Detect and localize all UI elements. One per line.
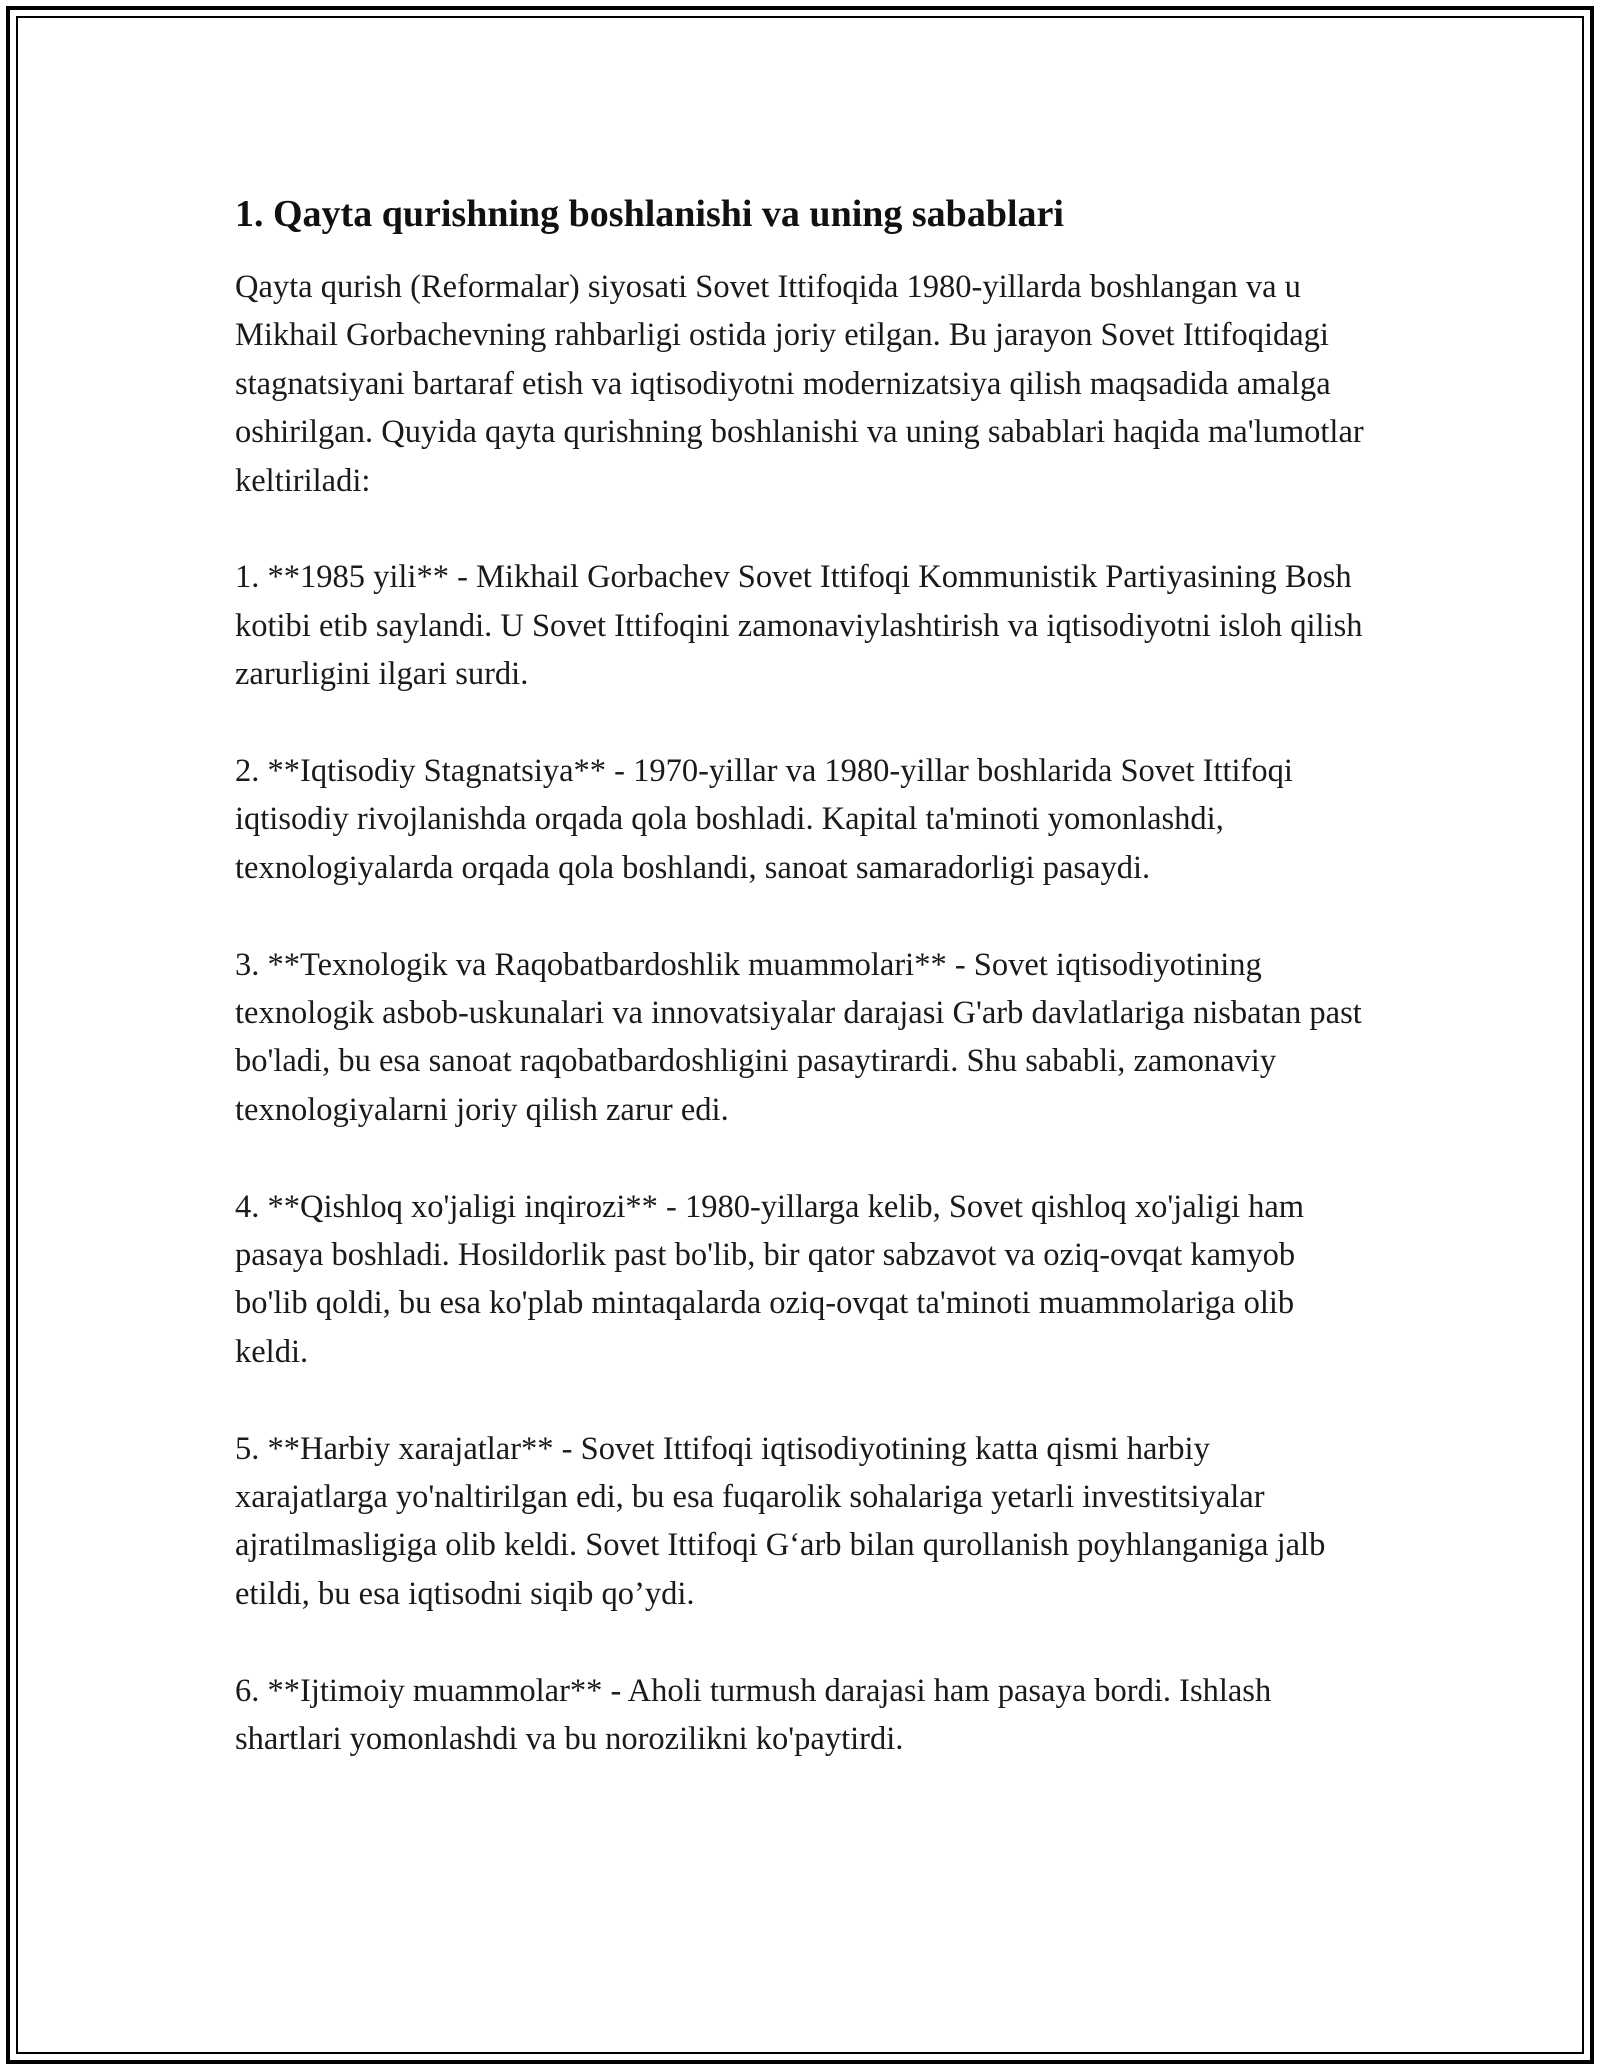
list-item-economic-stagnation: 2. **Iqtisodiy Stagnatsiya** - 1970-yillar va 1980-yillar boshlarida Sovet Ittifoqi iqtisodiy rivojlanishda orqada qola boshladi. Kapital ta'minoti yomonlashdi, texnologiyalarda orqada qola boshlandi, sanoat samaradorligi pasaydi. [235,753,1293,886]
list-item-1985: 1. **1985 yili** - Mikhail Gorbachev Sovet Ittifoqi Kommunistik Partiyasining Bosh kotibi etib saylandi. U Sovet Ittifoqini zamonaviylashtirish va iqtisodiyotni isloh qilish zarurligini ilgari surdi. [235,559,1363,693]
list-item-social-problems: 6. **Ijtimoiy muammolar** - Aholi turmush darajasi ham pasaya bordi. Ishlash shartlari yomonlashdi va bu norozilikni ko'paytirdi. [235,1672,1272,1758]
list-item-technology-competitiveness: 3. **Texnologik va Raqobatbardoshlik muammolari** - Sovet iqtisodiyotining texnologik asbob-uskunalari va innovatsiyalar darajasi G'arb davlatlariga nisbatan past bo'ladi, bu esa sanoat raqobatbardoshligini pasaytirardi. Shu sababli, zamonaviy texnologiyalarni joriy qilish zarur edi. [235,946,1362,1128]
list-item-agriculture-crisis: 4. **Qishloq xo'jaligi inqirozi** - 1980-yillarga kelib, Sovet qishloq xo'jaligi ham pasaya boshladi. Hosildorlik past bo'lib, bir qator sabzavot va oziq-ovqat kamyob bo'lib qoldi, bu esa ko'plab mintaqalarda oziq-ovqat ta'minoti muammolariga olib keldi. [235,1188,1305,1370]
section-heading: 1. Qayta qurishning boshlanishi va uning sabablari [235,193,1064,235]
intro-paragraph: Qayta qurish (Reformalar) siyosati Sovet Ittifoqida 1980-yillarda boshlangan va u Mikhail Gorbachevning rahbarligi ostida joriy etilgan. Bu jarayon Sovet Ittifoqidagi stagnatsiyani bartaraf etish va iqtisodiyotni modernizatsiya qilish maqsadida amalga oshirilgan. Quyida qayta qurishning boshlanishi va uning sabablari haqida ma'lumotlar keltiriladi: [235,269,1364,499]
list-item-military-spending: 5. **Harbiy xarajatlar** - Sovet Ittifoqi iqtisodiyotining katta qismi harbiy xarajatlarga yo'naltirilgan edi, bu esa fuqarolik sohalariga yetarli investitsiyalar ajratilmasligiga olib keldi. Sovet Ittifoqi G‘arb bilan qurollanish poyhlanganiga jalb etildi, bu esa iqtisodni siqib qo’ydi. [235,1430,1326,1612]
document-page [235,185,1370,1812]
